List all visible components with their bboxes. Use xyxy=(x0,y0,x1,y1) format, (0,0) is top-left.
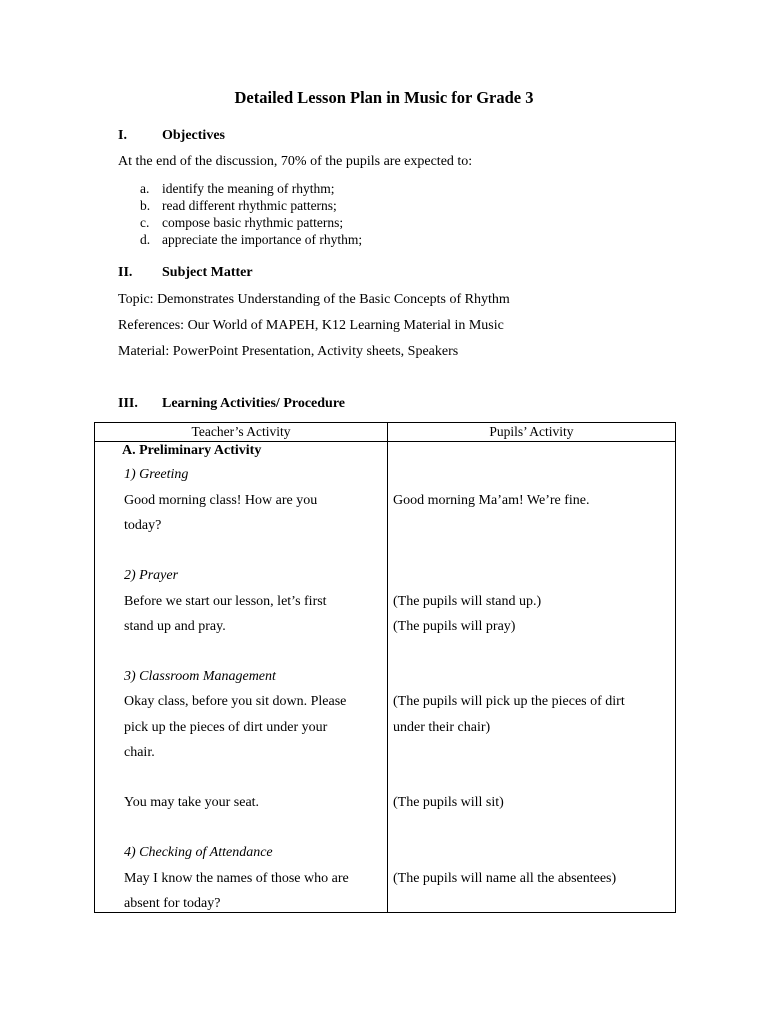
activities-table xyxy=(94,422,676,913)
document-title: Detailed Lesson Plan in Music for Grade 3 xyxy=(234,88,534,107)
prayer-teacher-line: stand up and pray. xyxy=(124,619,226,634)
classroom-pupil-line: (The pupils will pick up the pieces of dirt xyxy=(393,694,625,709)
classroom-teacher-line: pick up the pieces of dirt under your xyxy=(124,720,328,735)
classroom-teacher-line: chair. xyxy=(124,745,155,760)
list-item xyxy=(140,180,362,197)
topic-line: Topic: Demonstrates Understanding of the Basic Concepts of Rhythm xyxy=(118,292,510,307)
classroom-management-label: 3) Classroom Management xyxy=(124,669,276,684)
list-item-text: read different rhythmic patterns; xyxy=(162,198,337,213)
attendance-label: 4) Checking of Attendance xyxy=(124,845,273,860)
list-item-text: identify the meaning of rhythm; xyxy=(162,181,335,196)
list-marker: c. xyxy=(140,215,150,230)
list-marker: d. xyxy=(140,232,151,247)
section-subject-matter-heading xyxy=(118,264,253,282)
section-title: Objectives xyxy=(162,128,225,143)
take-seat-line: You may take your seat. xyxy=(124,795,260,810)
section-number: II. xyxy=(118,265,133,280)
greeting-label: 1) Greeting xyxy=(124,467,189,482)
teacher-activity-header: Teacher’s Activity xyxy=(95,423,388,442)
objectives-list xyxy=(140,180,362,248)
table-header-row xyxy=(95,423,676,442)
section-number: I. xyxy=(118,128,127,143)
prayer-pupil-line: (The pupils will pray) xyxy=(393,619,516,634)
list-item xyxy=(140,214,362,231)
list-marker: a. xyxy=(140,181,150,196)
list-item-text: appreciate the importance of rhythm; xyxy=(162,232,363,247)
preliminary-activity-heading: A. Preliminary Activity xyxy=(122,443,262,458)
material-line: Material: PowerPoint Presentation, Activity sheets, Speakers xyxy=(118,344,459,359)
pupils-activity-cell xyxy=(388,442,676,913)
list-item-text: compose basic rhythmic patterns; xyxy=(162,215,344,230)
prayer-teacher-line: Before we start our lesson, let’s first xyxy=(124,594,327,609)
attendance-teacher-line: May I know the names of those who are xyxy=(124,871,349,886)
section-title: Learning Activities/ Procedure xyxy=(162,396,346,411)
teacher-activity-cell xyxy=(95,442,388,913)
classroom-teacher-line: Okay class, before you sit down. Please xyxy=(124,694,347,709)
objectives-intro: At the end of the discussion, 70% of the pupils are expected to: xyxy=(118,154,473,169)
list-item xyxy=(140,197,362,214)
attendance-pupil-line: (The pupils will name all the absentees) xyxy=(393,871,617,886)
attendance-teacher-line: absent for today? xyxy=(124,896,221,911)
sit-pupil-line: (The pupils will sit) xyxy=(393,795,504,810)
section-title: Subject Matter xyxy=(162,265,253,280)
section-procedure-heading xyxy=(118,395,345,413)
prayer-label: 2) Prayer xyxy=(124,568,179,583)
greeting-teacher-line: Good morning class! How are you xyxy=(124,493,318,508)
list-item xyxy=(140,231,362,248)
section-number: III. xyxy=(118,396,138,411)
prayer-pupil-line: (The pupils will stand up.) xyxy=(393,594,542,609)
classroom-pupil-line: under their chair) xyxy=(393,720,491,735)
table-row xyxy=(95,442,676,913)
greeting-teacher-line: today? xyxy=(124,518,162,533)
greeting-pupil-line: Good morning Ma’am! We’re fine. xyxy=(393,493,590,508)
pupils-activity-header: Pupils’ Activity xyxy=(388,423,676,442)
references-line: References: Our World of MAPEH, K12 Learning Material in Music xyxy=(118,318,504,333)
section-objectives-heading xyxy=(118,127,225,145)
list-marker: b. xyxy=(140,198,151,213)
